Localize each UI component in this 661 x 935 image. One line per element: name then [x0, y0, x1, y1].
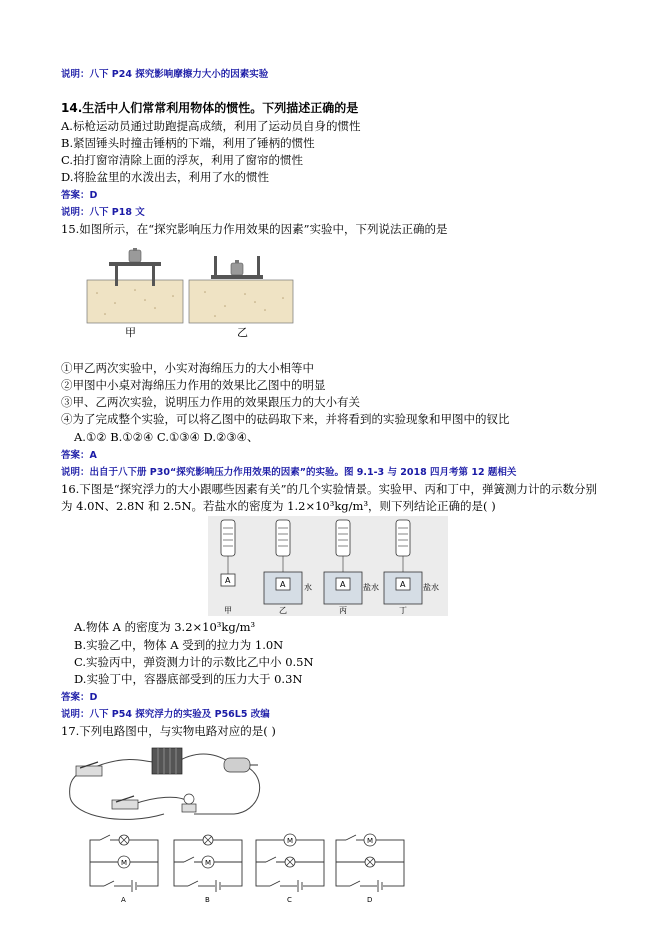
- q15-statement-3: ③甲、乙两次实验，说明压力作用的效果跟压力的大小有关: [61, 395, 360, 409]
- block-a-bing: A: [340, 580, 346, 589]
- q16-option-d: D.实验丁中，容器底部受到的压力大于 0.3N: [74, 672, 303, 686]
- circuit-options-figure: [84, 830, 408, 906]
- figure-label-yi: 乙: [279, 606, 287, 615]
- q14-option-a: A.标枪运动员通过助跑提高成绩，利用了运动员自身的惯性: [61, 119, 361, 133]
- circuit-label-d: D: [367, 896, 373, 904]
- liquid-label-yi: 水: [304, 583, 312, 592]
- q14-stem: 14.生活中人们常常利用物体的惯性。下列描述正确的是: [61, 101, 359, 115]
- motor-label-a: M: [121, 859, 128, 867]
- q15-choices: A.①② B.①②④ C.①③④ D.②③④、: [74, 430, 259, 444]
- motor-label-b: M: [205, 859, 212, 867]
- pressure-experiment-figure: [85, 248, 295, 343]
- figure-label-bing: 丙: [339, 606, 347, 615]
- q14-note: 说明：八下 P18 文: [61, 207, 145, 218]
- header-note: 说明：八下 P24 探究影响摩擦力大小的因素实验: [61, 69, 269, 80]
- q15-statement-4: ④为了完成整个实验，可以将乙图中的砝码取下来，并将看到的实验现象和甲图中的钗比: [61, 412, 510, 426]
- motor-label-d: M: [367, 837, 374, 845]
- figure-label-jia: 甲: [125, 326, 136, 339]
- liquid-label-ding: 盐水: [423, 583, 439, 592]
- block-a-yi: A: [280, 580, 286, 589]
- q15-note: 说明：出自于八下册 P30“探究影响压力作用效果的因素”的实验。图 9.1-3 与 2018 四月考第 12 题相关: [61, 467, 517, 478]
- q15-statement-2: ②甲图中小桌对海绵压力作用的效果比乙图中的明显: [61, 378, 326, 392]
- q15-stem: 15.如图所示，在“探究影响压力作用效果的因素”实验中，下列说法正确的是: [61, 222, 448, 236]
- q14-option-d: D.将脸盆里的水泼出去，利用了水的惯性: [61, 170, 269, 184]
- q15-answer: 答案：A: [61, 450, 97, 461]
- q16-note: 说明：八下 P54 探究浮力的实验及 P56L5 改编: [61, 709, 270, 720]
- q16-option-c: C.实验丙中，弹资测力计的示数比乙中小 0.5N: [74, 655, 314, 669]
- q16-stem-line1: 16.下图是“探究浮力的大小跟哪些因素有关”的几个实验情景。实验甲、丙和丁中，弹簧测力计的示数分别: [61, 482, 598, 496]
- physical-circuit-figure: [64, 742, 264, 828]
- q17-stem: 17.下列电路图中，与实物电路对应的是( ): [61, 724, 276, 738]
- circuit-label-b: B: [205, 896, 210, 904]
- block-a-ding: A: [400, 580, 406, 589]
- motor-label-c: M: [287, 837, 294, 845]
- block-a-jia: A: [225, 576, 231, 585]
- q14-answer: 答案：D: [61, 190, 98, 201]
- liquid-label-bing: 盐水: [363, 583, 379, 592]
- q14-option-b: B.紧固锤头时撞击锤柄的下端，利用了锤柄的惯性: [61, 136, 315, 150]
- buoyancy-experiment-figure: [208, 516, 448, 616]
- q16-option-b: B.实验乙中，物体 A 受到的拉力为 1.0N: [74, 638, 284, 652]
- q15-statement-1: ①甲乙两次实验中，小实对海绵压力的大小相等中: [61, 361, 314, 375]
- q16-answer: 答案：D: [61, 692, 98, 703]
- figure-label-ding: 丁: [399, 606, 407, 615]
- figure-label-yi: 乙: [237, 326, 248, 339]
- q16-option-a: A.物体 A 的密度为 3.2×10³kg/m³: [74, 620, 256, 634]
- q16-stem-line2: 为 4.0N、2.8N 和 2.5N。若盐水的密度为 1.2×10³kg/m³，则下列结论正确的是( ): [61, 499, 496, 513]
- q14-option-c: C.拍打窗帘清除上面的浮灰，利用了窗帘的惯性: [61, 153, 304, 167]
- figure-label-jia: 甲: [224, 606, 232, 615]
- circuit-label-c: C: [287, 896, 292, 904]
- circuit-label-a: A: [121, 896, 126, 904]
